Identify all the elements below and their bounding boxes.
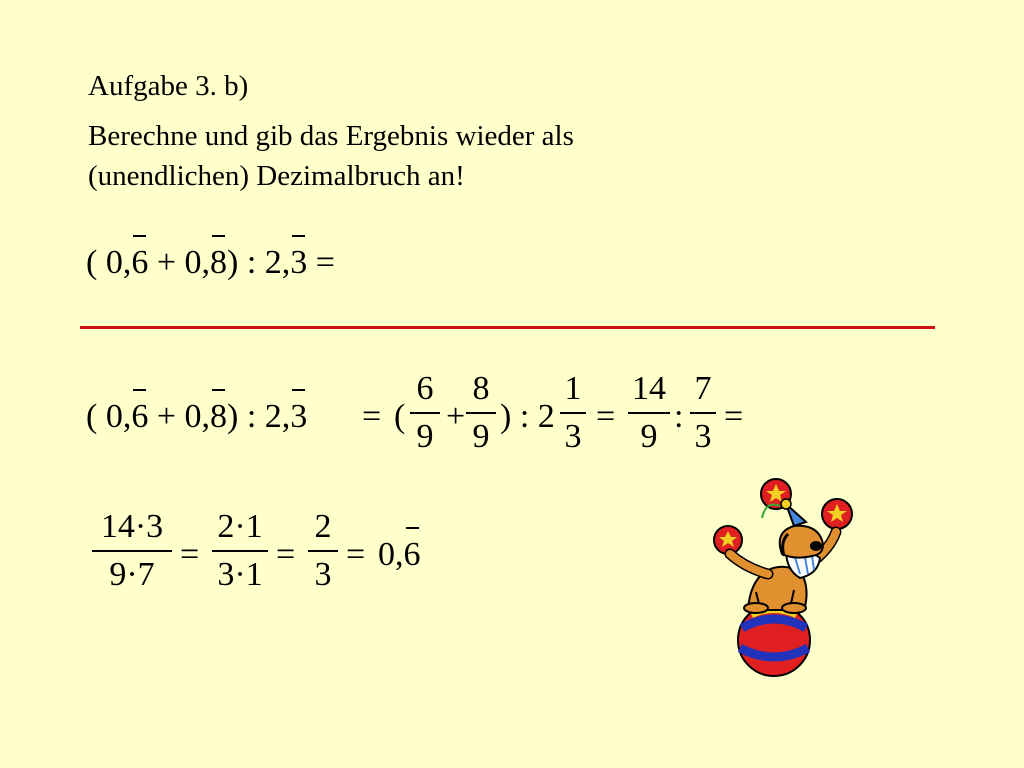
- fraction-2x1-3x1: [212, 508, 268, 594]
- denominator: 9: [640, 418, 658, 455]
- denominator: 9·7: [109, 556, 155, 593]
- expr-part: + 0,: [148, 398, 211, 435]
- repeating-digit: 6: [131, 244, 149, 281]
- equals-sign: =: [276, 536, 296, 573]
- fraction-bar: [690, 412, 716, 414]
- fraction-bar: [92, 550, 172, 552]
- fraction-bar: [308, 550, 338, 552]
- repeating-digit: 6: [131, 398, 149, 435]
- task-expression: [86, 244, 335, 282]
- denominator: 3: [564, 418, 582, 455]
- fraction-2-3: [308, 508, 338, 594]
- fraction-6-9: [410, 370, 440, 456]
- numerator: 14·3: [100, 508, 164, 545]
- numerator: 2·1: [217, 508, 263, 545]
- denominator: 3: [694, 418, 712, 455]
- numerator: 8: [472, 370, 490, 407]
- equals-sign: =: [362, 398, 382, 435]
- fraction-bar: [560, 412, 586, 414]
- fraction-7-3: [690, 370, 716, 456]
- expr-part: ( 0,: [86, 398, 132, 435]
- fraction-14-9: [628, 370, 670, 456]
- fraction-bar: [212, 550, 268, 552]
- divider-line: [80, 326, 935, 329]
- solution-1-lhs: [86, 398, 307, 436]
- fraction-bar: [466, 412, 496, 414]
- dog-body-icon: [730, 499, 836, 613]
- fraction-8-9: [466, 370, 496, 456]
- equals-sign: =: [724, 398, 744, 435]
- numerator: 14: [632, 370, 666, 407]
- fraction-bar: [628, 412, 670, 414]
- denominator: 3: [314, 556, 332, 593]
- expr-part: ) : 2,: [227, 398, 291, 435]
- numerator: 1: [564, 370, 582, 407]
- denominator: 9: [472, 418, 490, 455]
- numerator: 6: [416, 370, 434, 407]
- expr-part: + 0,: [148, 244, 211, 281]
- juggling-dog-icon: [690, 470, 870, 680]
- equals-sign: =: [596, 398, 616, 435]
- juggling-ball-icon: [822, 499, 852, 529]
- expr-part: ) : 2,: [227, 244, 291, 281]
- repeating-digit: 8: [210, 244, 228, 281]
- equals-sign: =: [307, 244, 335, 281]
- numerator: 7: [694, 370, 712, 407]
- equals-sign: =: [180, 536, 200, 573]
- fraction-bar: [410, 412, 440, 414]
- numerator: 2: [314, 508, 332, 545]
- plus-sign: +: [446, 398, 466, 435]
- colon-sign: :: [674, 398, 684, 435]
- result-prefix: 0,: [378, 536, 404, 573]
- task-heading: Aufgabe 3. b): [88, 70, 249, 102]
- fraction-14x3-9x7: [92, 508, 172, 594]
- repeating-digit: 8: [210, 398, 228, 435]
- expr-part: ( 0,: [86, 244, 132, 281]
- denominator: 9: [416, 418, 434, 455]
- repeating-digit: 3: [290, 244, 308, 281]
- equals-sign: =: [346, 536, 366, 573]
- fraction-1-3: [560, 370, 586, 456]
- open-paren: (: [394, 398, 406, 435]
- div-by-mixed: ) : 2: [500, 398, 555, 435]
- circus-ball-icon: [738, 604, 810, 676]
- repeating-digit: 6: [403, 536, 421, 573]
- instruction-line-2: (unendlichen) Dezimalbruch an!: [88, 160, 465, 192]
- repeating-digit: 3: [290, 398, 308, 435]
- result-value: [378, 536, 421, 574]
- denominator: 3·1: [217, 556, 263, 593]
- instruction-line-1: Berechne und gib das Ergebnis wieder als: [88, 120, 574, 152]
